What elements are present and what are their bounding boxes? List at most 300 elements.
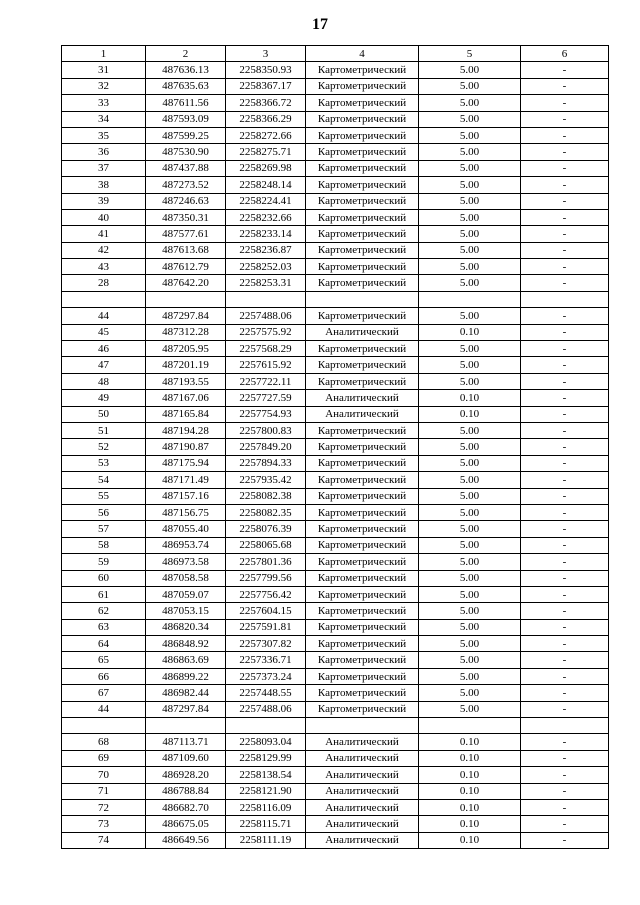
table-row [62,62,609,78]
table-row [62,718,609,734]
table-cell: - [521,78,609,94]
table-row [62,160,609,176]
table-cell: 71 [62,783,146,799]
table-cell: Картометрический [306,209,419,225]
table-cell: 5.00 [419,78,521,94]
table-cell: - [521,324,609,340]
table-cell: 2258269.98 [226,160,306,176]
table-cell [146,291,226,307]
table-cell: Картометрический [306,95,419,111]
table-cell: - [521,390,609,406]
table-row [62,209,609,225]
table-cell: 5.00 [419,160,521,176]
table-cell: 2257935.42 [226,472,306,488]
table-cell: 5.00 [419,685,521,701]
table-cell: Картометрический [306,472,419,488]
table-cell: 2258129.99 [226,750,306,766]
table-row [62,259,609,275]
table-cell: - [521,832,609,848]
table-cell: 486953.74 [146,537,226,553]
table-cell: Картометрический [306,455,419,471]
table-cell: - [521,242,609,258]
table-row [62,373,609,389]
table-row [62,816,609,832]
table-cell: 5.00 [419,144,521,160]
table-cell: 486973.58 [146,554,226,570]
table-cell: Картометрический [306,504,419,520]
table-cell: - [521,144,609,160]
table-cell: 72 [62,799,146,815]
table-cell: - [521,816,609,832]
table-cell: 486899.22 [146,668,226,684]
table-cell: - [521,275,609,291]
table-cell: 44 [62,308,146,324]
table-cell: Картометрический [306,127,419,143]
table-cell: - [521,767,609,783]
table-cell: 5.00 [419,357,521,373]
table-cell: - [521,341,609,357]
table-cell: - [521,799,609,815]
table-cell: 5.00 [419,570,521,586]
table-cell: Картометрический [306,357,419,373]
table-cell [521,291,609,307]
table-cell: 2258076.39 [226,521,306,537]
table-cell: 2257568.29 [226,341,306,357]
table-cell: Картометрический [306,259,419,275]
table-row [62,422,609,438]
table-cell: 487530.90 [146,144,226,160]
table-cell: - [521,422,609,438]
table-cell: - [521,127,609,143]
table-cell: 487113.71 [146,734,226,750]
table-row [62,799,609,815]
table-row [62,390,609,406]
table-cell: 487612.79 [146,259,226,275]
page-number: 17 [312,16,328,33]
table-cell: 58 [62,537,146,553]
table-cell: Картометрический [306,422,419,438]
table-row [62,275,609,291]
table-cell: 2258233.14 [226,226,306,242]
table-cell: 0.10 [419,750,521,766]
table-cell: 2257575.92 [226,324,306,340]
table-cell: 2258121.90 [226,783,306,799]
table-cell: - [521,668,609,684]
table-cell: 2257336.71 [226,652,306,668]
table-cell: - [521,783,609,799]
table-cell: 5.00 [419,193,521,209]
table-row [62,685,609,701]
table-cell: 52 [62,439,146,455]
table-cell: Аналитический [306,783,419,799]
table-cell: - [521,357,609,373]
table-cell: - [521,95,609,111]
table-cell: Картометрический [306,652,419,668]
table-cell: 2258232.66 [226,209,306,225]
table-cell: 2257591.81 [226,619,306,635]
table-cell: 5.00 [419,95,521,111]
column-header: 2 [146,46,226,62]
table-cell: Картометрический [306,144,419,160]
table-cell: 487297.84 [146,308,226,324]
table-cell: 56 [62,504,146,520]
table-row [62,603,609,619]
table-cell: 2257373.24 [226,668,306,684]
table-cell: - [521,209,609,225]
table-row [62,111,609,127]
table-row [62,668,609,684]
table-cell: - [521,439,609,455]
table-cell: 5.00 [419,373,521,389]
table-cell: 31 [62,62,146,78]
table-cell: 45 [62,324,146,340]
table-cell: - [521,455,609,471]
table-cell: 5.00 [419,455,521,471]
table-cell: Картометрический [306,570,419,586]
table-cell: 5.00 [419,111,521,127]
table-cell: 5.00 [419,259,521,275]
table-cell: 2258275.71 [226,144,306,160]
table-cell: 487053.15 [146,603,226,619]
table-cell: 5.00 [419,422,521,438]
table-cell: 2258115.71 [226,816,306,832]
table-cell: 487599.25 [146,127,226,143]
table-cell: 55 [62,488,146,504]
table-cell [306,291,419,307]
table-cell: 486848.92 [146,636,226,652]
table-row [62,701,609,717]
table-cell: 486788.84 [146,783,226,799]
table-cell: - [521,472,609,488]
table-cell: 2258248.14 [226,177,306,193]
table-cell: 487190.87 [146,439,226,455]
table-cell: 487350.31 [146,209,226,225]
table-cell: 5.00 [419,701,521,717]
table-cell: 74 [62,832,146,848]
table-cell: Картометрический [306,275,419,291]
table-cell: 2257488.06 [226,308,306,324]
table-cell: 0.10 [419,406,521,422]
table-cell: 487613.68 [146,242,226,258]
table-cell: 41 [62,226,146,242]
table-cell: 2257754.93 [226,406,306,422]
table-cell: Картометрический [306,636,419,652]
table-cell: 5.00 [419,586,521,602]
table-cell: 5.00 [419,209,521,225]
table-cell: 2258367.17 [226,78,306,94]
table-cell: 487273.52 [146,177,226,193]
table-cell: 0.10 [419,767,521,783]
table-cell: Картометрический [306,554,419,570]
table-cell: - [521,554,609,570]
table-cell: 5.00 [419,226,521,242]
table-cell: Картометрический [306,226,419,242]
table-cell: Аналитический [306,390,419,406]
table-cell: 487109.60 [146,750,226,766]
table-cell: Аналитический [306,767,419,783]
table-cell: - [521,734,609,750]
table-row [62,357,609,373]
table-cell: 0.10 [419,816,521,832]
table-cell: Картометрический [306,308,419,324]
table-cell: 487194.28 [146,422,226,438]
table-row [62,554,609,570]
table-cell: 39 [62,193,146,209]
table-cell: 2258093.04 [226,734,306,750]
table-cell: 5.00 [419,668,521,684]
table-cell [521,718,609,734]
table-row [62,783,609,799]
table-row [62,406,609,422]
table-cell: 5.00 [419,275,521,291]
table-cell: 5.00 [419,537,521,553]
table-row [62,521,609,537]
table-cell: 0.10 [419,390,521,406]
table-row [62,832,609,848]
table-cell: - [521,537,609,553]
table-row [62,734,609,750]
table-cell: Картометрический [306,78,419,94]
table-cell: 5.00 [419,341,521,357]
table-row [62,537,609,553]
table-cell [226,718,306,734]
table-cell: - [521,111,609,127]
column-header: 1 [62,46,146,62]
table-cell: Аналитический [306,832,419,848]
table-cell: 38 [62,177,146,193]
table-cell: 54 [62,472,146,488]
table-row [62,750,609,766]
table-cell: 487636.13 [146,62,226,78]
table-row [62,439,609,455]
table-cell: 486928.20 [146,767,226,783]
table-row [62,127,609,143]
table-cell: 5.00 [419,554,521,570]
table-cell: 5.00 [419,521,521,537]
table-cell: 59 [62,554,146,570]
table-cell: 57 [62,521,146,537]
table-cell: 2257894.33 [226,455,306,471]
table-cell: 5.00 [419,62,521,78]
table-cell: 5.00 [419,177,521,193]
table-row [62,308,609,324]
table-cell: Картометрический [306,685,419,701]
table-row [62,767,609,783]
table-cell [306,718,419,734]
table-cell: 2257799.56 [226,570,306,586]
table-cell: Аналитический [306,799,419,815]
table-cell: 35 [62,127,146,143]
table-cell: - [521,603,609,619]
table-cell: 486820.34 [146,619,226,635]
table-cell: Аналитический [306,734,419,750]
table-cell: 49 [62,390,146,406]
table-cell: 2257615.92 [226,357,306,373]
table-cell: 487312.28 [146,324,226,340]
table-cell: Аналитический [306,406,419,422]
column-header: 5 [419,46,521,62]
table-cell: 487156.75 [146,504,226,520]
table-cell: 2258366.29 [226,111,306,127]
table-cell: 2258236.87 [226,242,306,258]
table-cell: 61 [62,586,146,602]
table-row [62,95,609,111]
table-cell: 487246.63 [146,193,226,209]
table-cell: 46 [62,341,146,357]
table-cell: 33 [62,95,146,111]
table-cell: - [521,177,609,193]
table-cell: 28 [62,275,146,291]
table-cell: 50 [62,406,146,422]
table-cell: 487642.20 [146,275,226,291]
table-cell: 2258082.38 [226,488,306,504]
table-row [62,570,609,586]
table-cell: Картометрический [306,537,419,553]
table-cell: Картометрический [306,488,419,504]
table-cell: 70 [62,767,146,783]
table-cell: 0.10 [419,832,521,848]
table-cell: - [521,160,609,176]
table-cell: 2258224.41 [226,193,306,209]
coordinates-table [61,45,609,849]
table-cell: - [521,488,609,504]
table-cell: 42 [62,242,146,258]
column-header: 6 [521,46,609,62]
table-cell: 5.00 [419,636,521,652]
table-cell: Картометрический [306,586,419,602]
table-cell: Картометрический [306,242,419,258]
table-cell: 487059.07 [146,586,226,602]
table-cell: 36 [62,144,146,160]
table-cell: 63 [62,619,146,635]
table-cell: 487577.61 [146,226,226,242]
table-cell: 487058.58 [146,570,226,586]
table-cell: - [521,652,609,668]
table-cell: 53 [62,455,146,471]
table-cell: 47 [62,357,146,373]
table-cell: 487193.55 [146,373,226,389]
table-row [62,472,609,488]
table-cell: Картометрический [306,177,419,193]
table-cell: 2258366.72 [226,95,306,111]
table-cell: - [521,570,609,586]
table-cell: 487175.94 [146,455,226,471]
table-cell: 487297.84 [146,701,226,717]
table-row [62,242,609,258]
table-cell: Картометрический [306,373,419,389]
table-cell: Картометрический [306,619,419,635]
table-row [62,455,609,471]
table-cell: 48 [62,373,146,389]
table-cell: - [521,636,609,652]
table-row [62,586,609,602]
table-row [62,488,609,504]
table-cell: Картометрический [306,62,419,78]
table-cell: 2257800.83 [226,422,306,438]
table-cell: 5.00 [419,619,521,635]
table-cell: 5.00 [419,603,521,619]
table-cell: 0.10 [419,324,521,340]
table-cell: 2258111.19 [226,832,306,848]
table-cell: 2257756.42 [226,586,306,602]
table-cell: 486649.56 [146,832,226,848]
table-cell: 68 [62,734,146,750]
table-cell: 487437.88 [146,160,226,176]
table-cell: 37 [62,160,146,176]
table-body [62,62,609,849]
table-cell: 487205.95 [146,341,226,357]
table-cell: - [521,750,609,766]
table-cell: 0.10 [419,734,521,750]
table-cell: Картометрический [306,521,419,537]
table-cell: Картометрический [306,341,419,357]
table-cell: Картометрический [306,701,419,717]
table-cell: 5.00 [419,439,521,455]
table-cell: - [521,685,609,701]
table-cell: 487167.06 [146,390,226,406]
table-cell: 65 [62,652,146,668]
table-cell: 73 [62,816,146,832]
table-cell [419,718,521,734]
table-cell: 62 [62,603,146,619]
table-cell: 0.10 [419,783,521,799]
table-cell: 64 [62,636,146,652]
table-cell: 32 [62,78,146,94]
column-header: 3 [226,46,306,62]
table-cell: 2257722.11 [226,373,306,389]
table-cell: 5.00 [419,488,521,504]
table-row [62,144,609,160]
table-cell: 486982.44 [146,685,226,701]
table-cell: - [521,259,609,275]
table-row [62,193,609,209]
table-cell: 2258065.68 [226,537,306,553]
table-cell: 5.00 [419,504,521,520]
table-row [62,504,609,520]
table-cell: 2258350.93 [226,62,306,78]
table-cell: - [521,226,609,242]
table-cell: - [521,193,609,209]
table-cell: 2258082.35 [226,504,306,520]
table-cell: 487055.40 [146,521,226,537]
table-cell: 69 [62,750,146,766]
table-cell: 34 [62,111,146,127]
table-cell: - [521,62,609,78]
table-row [62,177,609,193]
table-cell: 2258138.54 [226,767,306,783]
table-cell: 486675.05 [146,816,226,832]
table-cell: 43 [62,259,146,275]
table-cell: 2257849.20 [226,439,306,455]
table-cell: 2257488.06 [226,701,306,717]
table-cell: 60 [62,570,146,586]
table-cell: Картометрический [306,603,419,619]
table-row [62,341,609,357]
table-cell: Аналитический [306,816,419,832]
table-cell: 487201.19 [146,357,226,373]
table-cell: 2258253.31 [226,275,306,291]
table-cell: 486682.70 [146,799,226,815]
table-cell: 2257801.36 [226,554,306,570]
table-cell: 5.00 [419,472,521,488]
table-cell: 486863.69 [146,652,226,668]
table-cell: Аналитический [306,324,419,340]
table-cell: - [521,586,609,602]
table-cell: 66 [62,668,146,684]
table-cell: 2257727.59 [226,390,306,406]
table-cell: Картометрический [306,439,419,455]
table-cell: - [521,373,609,389]
